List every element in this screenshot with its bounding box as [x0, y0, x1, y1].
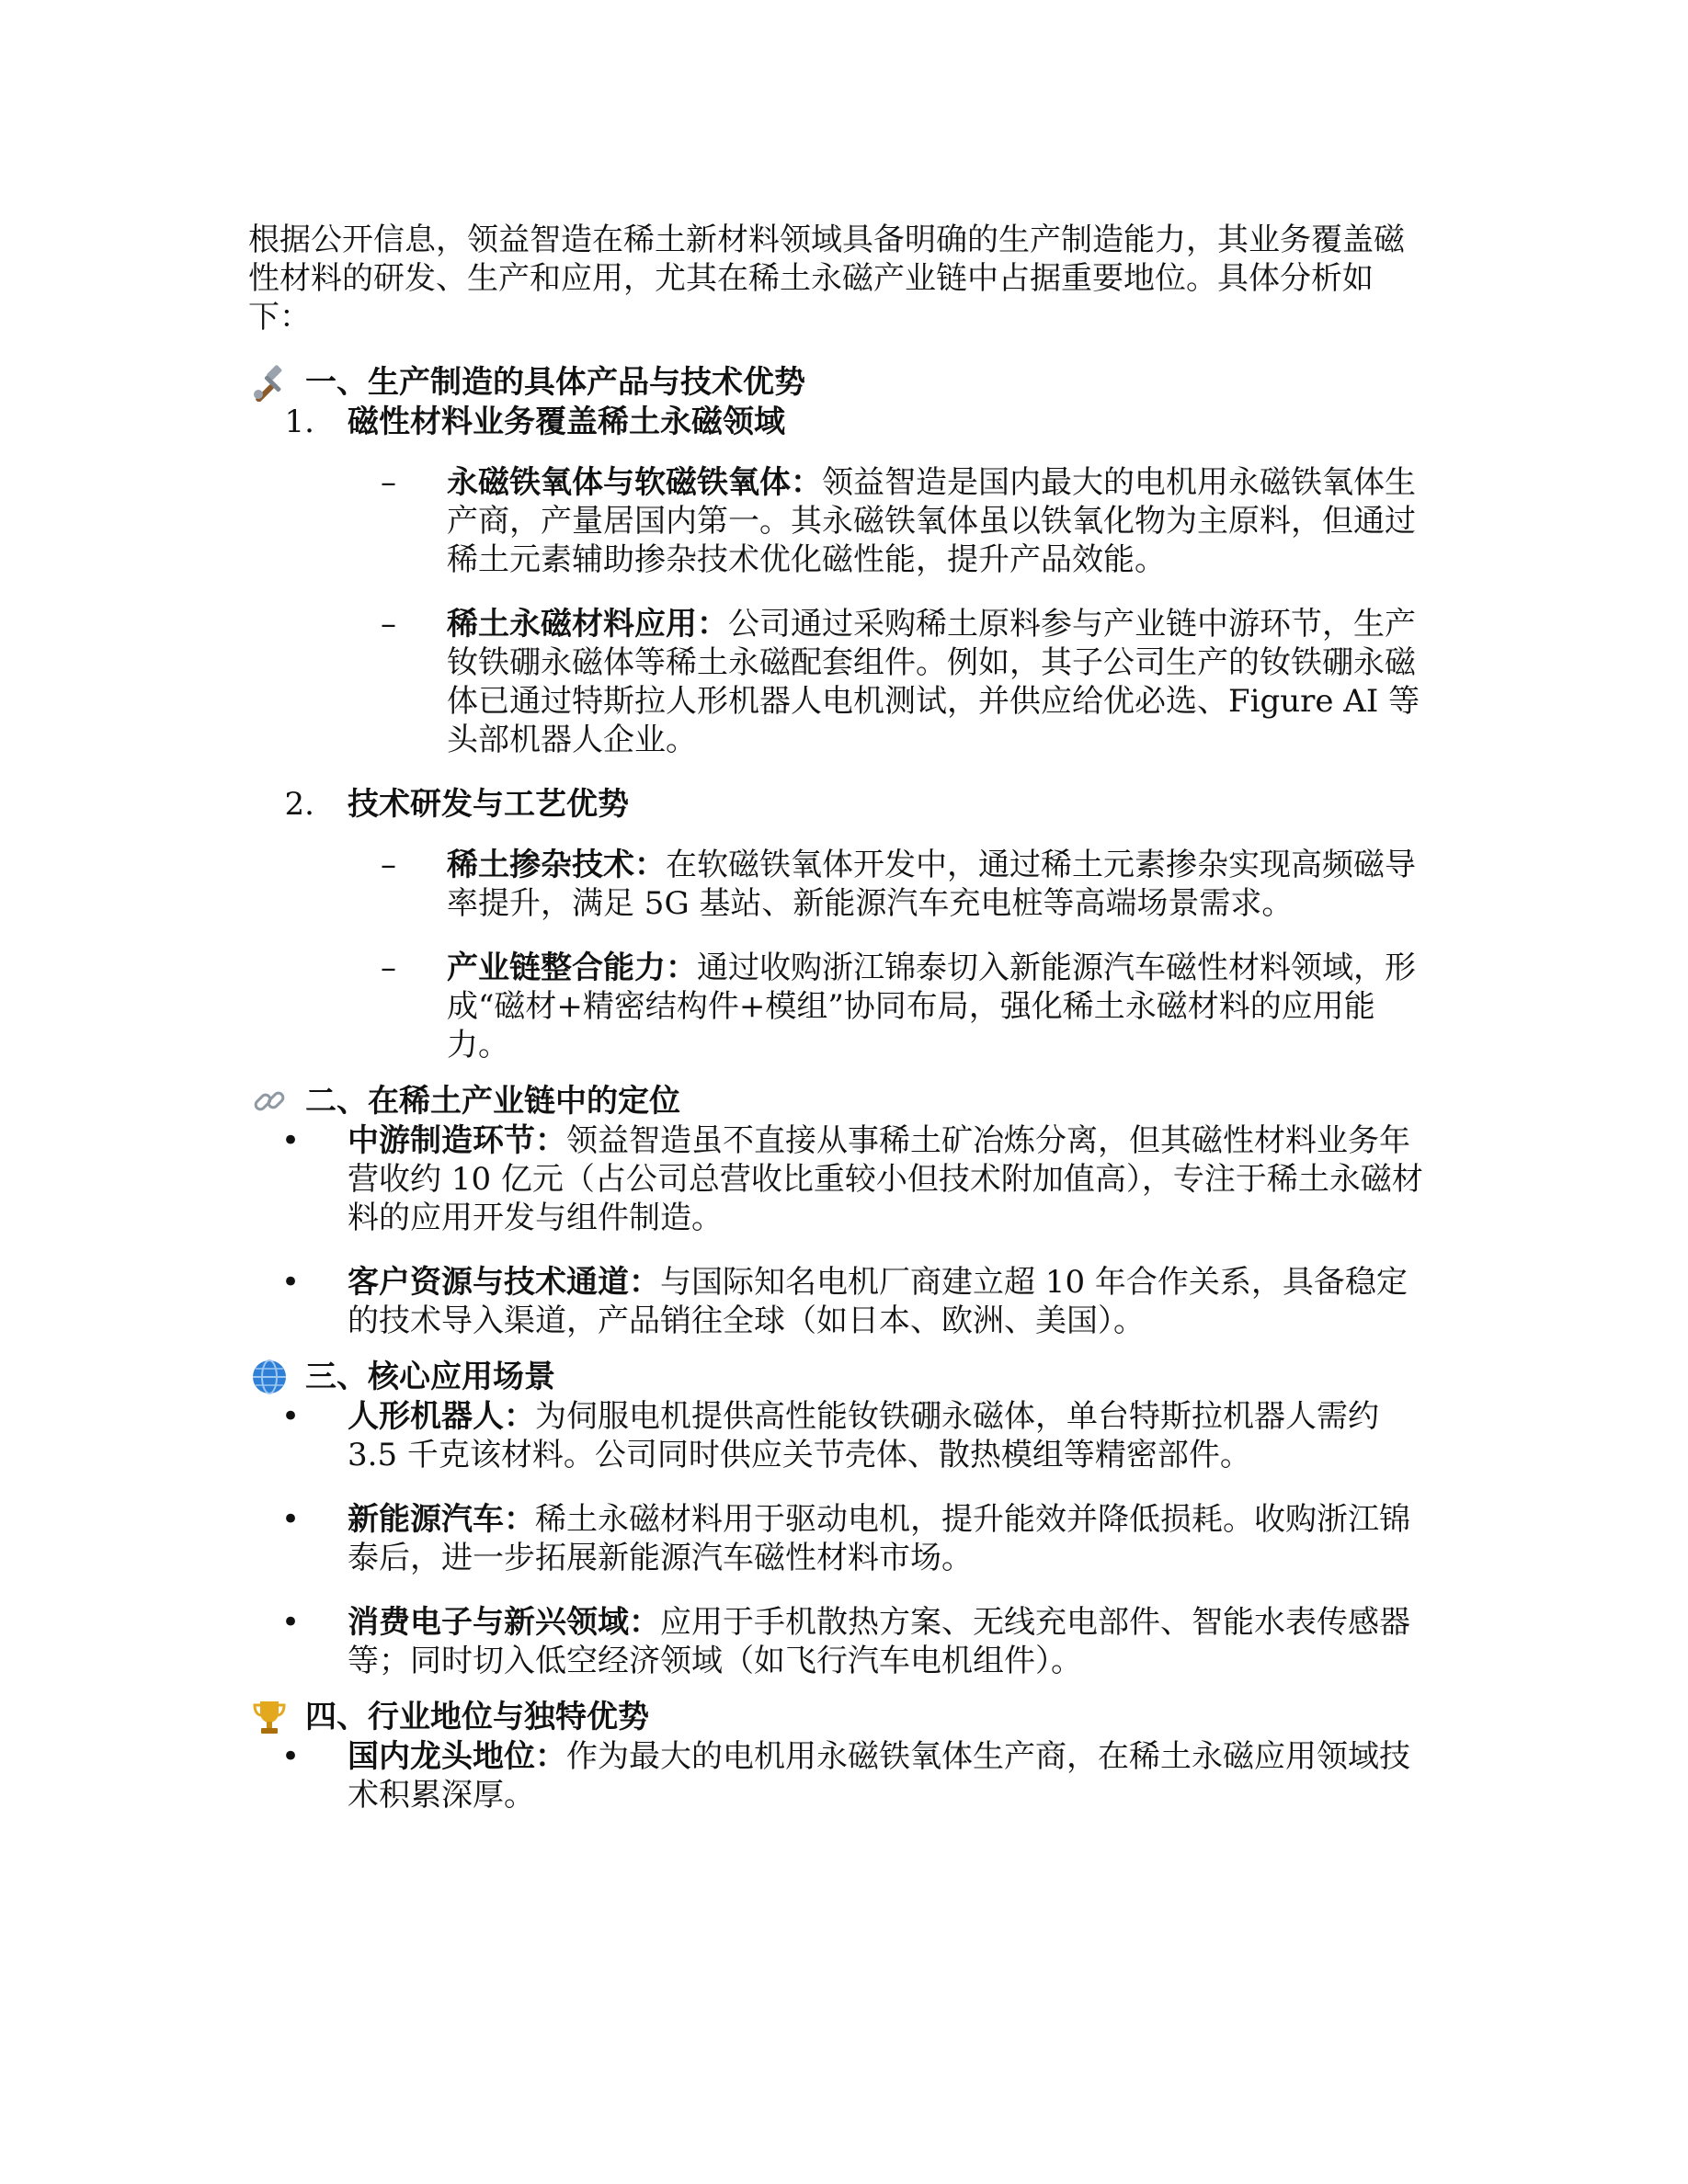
dash-marker: –: [381, 847, 396, 883]
section-title: 一、生产制造的具体产品与技术优势: [305, 364, 805, 401]
section-2: [248, 1081, 1434, 1340]
bullet-marker: •: [281, 1122, 301, 1159]
item-lead: 人形机器人：: [348, 1398, 535, 1435]
section-1: [248, 362, 1434, 1064]
section-heading: [248, 362, 1434, 403]
section-title: 四、行业地位与独特优势: [305, 1699, 649, 1735]
item-text: 与国际知名电机厂商建立超 10 年合作关系，具备稳定的技术导入渠道，产品销往全球（如日本、欧洲、美国）。: [348, 1264, 1408, 1339]
item-text: 应用于手机散热方案、无线充电部件、智能水表传感器等；同时切入低空经济领域（如飞行汽车电机组件）。: [348, 1604, 1410, 1679]
intro-paragraph: 根据公开信息，领益智造在稀土新材料领域具备明确的生产制造能力，其业务覆盖磁性材料的研发、生产和应用，尤其在稀土永磁产业链中占据重要地位。具体分析如下：: [248, 222, 1405, 336]
section-3: [248, 1357, 1434, 1680]
numbered-item-2: [248, 785, 1434, 1064]
dash-marker: –: [381, 464, 396, 501]
trophy-icon: [248, 1698, 291, 1736]
list-item: [248, 949, 1434, 1064]
list-item: [248, 1121, 1434, 1237]
list-item: [248, 1263, 1434, 1340]
globe-icon: [248, 1358, 291, 1396]
item-text: 作为最大的电机用永磁铁氧体生产商，在稀土永磁应用领域技术积累深厚。: [348, 1738, 1410, 1814]
section-title: 二、在稀土产业链中的定位: [305, 1083, 680, 1120]
item-lead: 中游制造环节：: [348, 1122, 566, 1159]
item-lead: 产业链整合能力：: [447, 950, 697, 986]
item-lead: 新能源汽车：: [348, 1501, 535, 1538]
bullet-marker: •: [281, 1398, 301, 1435]
list-item: [248, 1603, 1434, 1680]
dash-marker: –: [381, 950, 396, 986]
list-item: [248, 1737, 1434, 1814]
section-4: [248, 1697, 1434, 1814]
link-icon: [248, 1082, 291, 1120]
document-page: [248, 221, 1434, 1840]
dash-marker: –: [381, 606, 396, 643]
bullet-marker: •: [281, 1738, 301, 1775]
item-lead: 稀土永磁材料应用：: [447, 606, 728, 643]
item-lead: 消费电子与新兴领域：: [348, 1604, 660, 1641]
list-number: 1.: [284, 404, 314, 440]
item-text: 领益智造是国内最大的电机用永磁铁氧体生产商，产量居国内第一。其永磁铁氧体虽以铁氧化物为主原料，但通过稀土元素辅助掺杂技术优化磁性能，提升产品效能。: [447, 464, 1416, 578]
list-item: [248, 463, 1434, 579]
list-item: [248, 1397, 1434, 1474]
item-text: 为伺服电机提供高性能钕铁硼永磁体，单台特斯拉机器人需约 3.5 千克该材料。公司同时供应关节壳体、散热模组等精密部件。: [348, 1398, 1379, 1473]
list-number: 2.: [284, 786, 314, 823]
list-item: [248, 1500, 1434, 1577]
list-item-title: 磁性材料业务覆盖稀土永磁领域: [348, 404, 785, 440]
section-heading: [248, 1081, 1434, 1121]
item-lead: 稀土掺杂技术：: [447, 847, 666, 883]
list-item: [248, 605, 1434, 759]
item-text: 公司通过采购稀土原料参与产业链中游环节，生产钕铁硼永磁体等稀土永磁配套组件。例如，其子公司生产的钕铁硼永磁体已通过特斯拉人形机器人电机测试，并供应给优必选、Figure AI 等头部机器人企业。: [447, 606, 1420, 758]
section-title: 三、核心应用场景: [305, 1359, 555, 1395]
item-text: 领益智造虽不直接从事稀土矿冶炼分离，但其磁性材料业务年营收约 10 亿元（占公司总营收比重较小但技术附加值高），专注于稀土永磁材料的应用开发与组件制造。: [348, 1122, 1423, 1236]
list-item: [248, 846, 1434, 923]
bullet-marker: •: [281, 1264, 301, 1301]
bullet-marker: •: [281, 1501, 301, 1538]
tools-icon: [248, 363, 291, 402]
item-text: 在软磁铁氧体开发中，通过稀土元素掺杂实现高频磁导率提升，满足 5G 基站、新能源汽车充电桩等高端场景需求。: [447, 847, 1416, 922]
section-heading: [248, 1357, 1434, 1397]
list-item-title: 技术研发与工艺优势: [348, 786, 629, 823]
item-lead: 国内龙头地位：: [348, 1738, 566, 1775]
item-lead: 客户资源与技术通道：: [348, 1264, 660, 1301]
section-heading: [248, 1697, 1434, 1737]
numbered-item-1: [248, 403, 1434, 759]
item-text: 稀土永磁材料用于驱动电机，提升能效并降低损耗。收购浙江锦泰后，进一步拓展新能源汽车磁性材料市场。: [348, 1501, 1410, 1576]
item-text: 通过收购浙江锦泰切入新能源汽车磁性材料领域，形成“磁材+精密结构件+模组”协同布局，强化稀土永磁材料的应用能力。: [447, 950, 1416, 1064]
item-lead: 永磁铁氧体与软磁铁氧体：: [447, 464, 822, 501]
bullet-marker: •: [281, 1604, 301, 1641]
